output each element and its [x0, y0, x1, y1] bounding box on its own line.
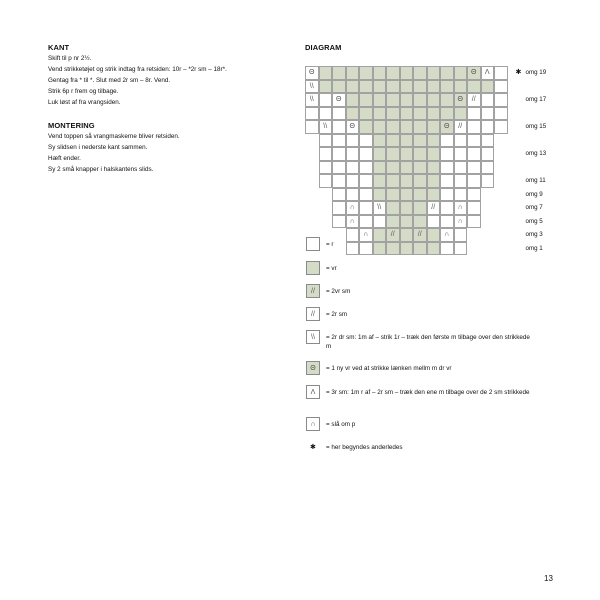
chart-cell: [373, 215, 387, 229]
legend-text: = her begyndes anderledes: [326, 444, 403, 451]
chart-cell: [454, 174, 468, 188]
chart-cell: [467, 215, 481, 229]
chart-cell: [319, 93, 333, 107]
chart-cell: [454, 93, 468, 107]
chart-cell: [440, 215, 454, 229]
montering-heading: MONTERING: [48, 121, 95, 130]
row-label: omg 11: [525, 177, 546, 184]
chart-cell: [413, 66, 427, 80]
chart-cell: [427, 161, 441, 175]
chart-cell: [359, 201, 373, 215]
chart-cell: [427, 201, 441, 215]
chart-cell: [481, 147, 495, 161]
legend-symbol: ∩: [310, 420, 316, 428]
chart-cell: [454, 201, 468, 215]
chart-symbol: //: [390, 231, 395, 239]
chart-cell: [427, 147, 441, 161]
chart-cell: [467, 174, 481, 188]
chart-cell: [400, 188, 414, 202]
kant-line: Luk løst af fra vrangsiden.: [48, 99, 121, 106]
chart-cell: [319, 161, 333, 175]
chart-cell: [413, 188, 427, 202]
chart-cell: [400, 93, 414, 107]
kant-line: Skift til p nr 2½.: [48, 55, 92, 62]
legend-swatch: [306, 417, 320, 431]
chart-symbol: Θ: [444, 123, 450, 131]
chart-cell: [467, 93, 481, 107]
chart-cell: [440, 93, 454, 107]
chart-symbol: \\: [309, 82, 314, 90]
chart-cell: [440, 66, 454, 80]
chart-cell: [373, 93, 387, 107]
chart-cell: [440, 174, 454, 188]
chart-cell: [413, 201, 427, 215]
chart-cell: [386, 201, 400, 215]
legend-text: = 1 ny vr ved at strikke lænken mellm m dr vr: [326, 365, 452, 372]
chart-cell: [359, 134, 373, 148]
chart-cell: [440, 80, 454, 94]
montering-line: Sy slidsen i nederste kant sammen.: [48, 144, 148, 151]
chart-cell: [386, 174, 400, 188]
chart-cell: [454, 107, 468, 121]
chart-symbol: \\: [309, 96, 314, 104]
chart-cell: [386, 161, 400, 175]
chart-cell: [386, 80, 400, 94]
chart-cell: [359, 161, 373, 175]
chart-cell: [481, 174, 495, 188]
chart-cell: [386, 134, 400, 148]
chart-cell: [373, 66, 387, 80]
row-label: omg 3: [525, 231, 543, 238]
chart-cell: [346, 120, 360, 134]
chart-cell: [319, 134, 333, 148]
montering-line: Sy 2 små knapper i halskantens slids.: [48, 166, 154, 173]
chart-cell: [359, 120, 373, 134]
chart-cell: [373, 120, 387, 134]
chart-symbol: //: [431, 204, 436, 212]
chart-cell: [332, 80, 346, 94]
legend-text: = r: [326, 241, 334, 248]
legend-star-icon: ✱: [310, 444, 316, 451]
chart-cell: [346, 107, 360, 121]
chart-cell: [359, 147, 373, 161]
chart-cell: [400, 134, 414, 148]
montering-line: Hæft ender.: [48, 155, 81, 162]
chart-cell: [494, 107, 508, 121]
legend-symbol: Λ: [310, 388, 316, 396]
chart-cell: [346, 201, 360, 215]
chart-cell: [440, 134, 454, 148]
chart-cell: [346, 80, 360, 94]
legend-symbol: //: [311, 310, 315, 318]
chart-cell: [440, 161, 454, 175]
chart-symbol: Θ: [309, 69, 315, 77]
chart-cell: [467, 188, 481, 202]
chart-cell: [359, 66, 373, 80]
legend-swatch: [306, 385, 320, 399]
chart-cell: [319, 147, 333, 161]
chart-cell: [467, 107, 481, 121]
chart-cell: [454, 66, 468, 80]
chart-cell: [400, 107, 414, 121]
chart-cell: [400, 215, 414, 229]
chart-cell: [440, 188, 454, 202]
legend-text: = vr: [326, 265, 337, 272]
chart-cell: [319, 174, 333, 188]
chart-cell: [386, 66, 400, 80]
chart-cell: [346, 188, 360, 202]
chart-cell: [413, 174, 427, 188]
chart-cell: [440, 120, 454, 134]
legend-symbol: Θ: [310, 364, 316, 372]
chart-symbol: //: [417, 231, 422, 239]
chart-cell: [386, 120, 400, 134]
legend-swatch: [306, 330, 320, 344]
chart-symbol: ∩: [457, 217, 463, 225]
chart-cell: [319, 107, 333, 121]
kant-line: Gentag fra * til *. Slut med 2r sm – 8r. Vend.: [48, 77, 171, 84]
chart-cell: [346, 161, 360, 175]
chart-cell: [400, 174, 414, 188]
chart-cell: [386, 147, 400, 161]
chart-cell: [413, 161, 427, 175]
chart-cell: [400, 80, 414, 94]
chart-symbol: //: [471, 96, 476, 104]
chart-cell: [427, 107, 441, 121]
chart-cell: [481, 134, 495, 148]
chart-cell: [467, 201, 481, 215]
legend-text: = 2r sm: [326, 311, 348, 318]
chart-cell: [346, 215, 360, 229]
chart-cell: [386, 93, 400, 107]
chart-cell: [454, 120, 468, 134]
kant-line: Vend strikketøjet og strik indtag fra retsiden: 10r – *2r sm – 18r*.: [48, 66, 227, 73]
chart-cell: [481, 120, 495, 134]
chart-cell: [427, 66, 441, 80]
chart-cell: [332, 66, 346, 80]
chart-cell: [319, 120, 333, 134]
chart-cell: [481, 107, 495, 121]
legend-text: = slå om p: [326, 421, 356, 428]
chart-symbol: Θ: [349, 123, 355, 131]
chart-cell: [427, 80, 441, 94]
chart-cell: [332, 107, 346, 121]
chart-cell: [440, 107, 454, 121]
chart-symbol: ∩: [363, 231, 369, 239]
chart-cell: [332, 93, 346, 107]
chart-cell: [427, 93, 441, 107]
chart-cell: [427, 134, 441, 148]
chart-cell: [359, 215, 373, 229]
legend-swatch: [306, 307, 320, 321]
chart-cell: [481, 80, 495, 94]
chart-cell: [440, 201, 454, 215]
chart-cell: [305, 66, 319, 80]
chart-cell: [305, 107, 319, 121]
legend-symbol: //: [311, 287, 315, 295]
diagram-heading: DIAGRAM: [305, 43, 342, 52]
chart-cell: [373, 188, 387, 202]
chart-cell: [467, 161, 481, 175]
chart-cell: [427, 120, 441, 134]
chart-symbol: Θ: [471, 69, 477, 77]
chart-symbol: ∩: [444, 231, 450, 239]
chart-cell: [400, 120, 414, 134]
chart-cell: [359, 188, 373, 202]
chart-cell: [386, 215, 400, 229]
row-label: omg 5: [525, 217, 543, 225]
chart-symbol: Λ: [484, 69, 490, 77]
chart-cell: [346, 93, 360, 107]
legend-symbol: \\: [311, 333, 315, 341]
chart-cell: [467, 80, 481, 94]
chart-cell: [494, 80, 508, 94]
chart-cell: [454, 215, 468, 229]
chart-cell: [332, 215, 346, 229]
chart-cell: [305, 93, 319, 107]
chart-cell: [346, 147, 360, 161]
chart-cell: [400, 161, 414, 175]
chart-symbol: //: [458, 123, 463, 131]
chart-symbol: ∩: [349, 204, 355, 212]
kant-heading: KANT: [48, 43, 70, 52]
chart-cell: [413, 80, 427, 94]
row-label: omg 17: [525, 96, 547, 103]
chart-cell: [346, 66, 360, 80]
row-label: omg 13: [525, 150, 547, 157]
chart-cell: [373, 161, 387, 175]
row-label: omg 7: [525, 204, 543, 211]
chart-cell: [373, 174, 387, 188]
chart-cell: [319, 80, 333, 94]
chart-cell: [346, 134, 360, 148]
row-label: omg 9: [525, 190, 543, 198]
chart-cell: [400, 201, 414, 215]
chart-symbol: ∩: [457, 204, 463, 212]
chart-cell: [467, 66, 481, 80]
chart-cell: [359, 93, 373, 107]
chart-cell: [359, 107, 373, 121]
legend-swatch: [306, 284, 320, 298]
chart-cell: [400, 66, 414, 80]
chart-cell: [481, 93, 495, 107]
row-marker-star: ✱: [515, 69, 522, 76]
chart-cell: [413, 107, 427, 121]
chart-cell: [332, 120, 346, 134]
chart-cell: [373, 80, 387, 94]
chart-cell: [427, 188, 441, 202]
row-label: omg 15: [525, 123, 547, 130]
montering-line: Vend toppen så vrangmaskerne bliver retsiden.: [48, 133, 180, 140]
chart-cell: [305, 120, 319, 134]
chart-cell: [305, 80, 319, 94]
chart-cell: [467, 134, 481, 148]
chart-cell: [494, 66, 508, 80]
chart-cell: [332, 134, 346, 148]
chart-cell: [332, 201, 346, 215]
chart-cell: [319, 66, 333, 80]
chart-cell: [427, 174, 441, 188]
chart-cell: [413, 134, 427, 148]
chart-symbol: ∩: [349, 217, 355, 225]
chart-symbol: \\: [377, 204, 382, 212]
chart-cell: [454, 134, 468, 148]
chart-cell: [373, 147, 387, 161]
kant-line: Strik 6p r frem og tilbage.: [48, 88, 119, 95]
chart-symbol: Θ: [457, 96, 463, 104]
chart-cell: [386, 107, 400, 121]
chart-cell: [373, 107, 387, 121]
chart-cell: [413, 93, 427, 107]
chart-cell: [373, 134, 387, 148]
chart-cell: [332, 161, 346, 175]
chart-cell: [454, 147, 468, 161]
chart-cell: [427, 215, 441, 229]
chart-cell: [359, 174, 373, 188]
chart-cell: [467, 120, 481, 134]
chart-cell: [481, 66, 495, 80]
page-number: 13: [544, 574, 553, 583]
chart-cell: [359, 80, 373, 94]
chart-cell: [332, 188, 346, 202]
legend-swatch: [306, 361, 320, 375]
row-label: omg 1: [525, 244, 543, 252]
legend-swatch: [306, 261, 320, 275]
chart-cell: [346, 174, 360, 188]
chart-symbol: Θ: [336, 96, 342, 104]
chart-cell: [413, 215, 427, 229]
legend-text: = 2vr sm: [326, 288, 351, 295]
chart-cell: [400, 147, 414, 161]
chart-cell: [481, 161, 495, 175]
legend-text: = 2r dr sm: 1m af – strik 1r – træk den første m tilbage over den strikkede m: [326, 334, 530, 350]
chart-cell: [454, 161, 468, 175]
chart-cell: [454, 80, 468, 94]
chart-cell: [386, 188, 400, 202]
chart-cell: [494, 120, 508, 134]
legend-text: = 3r sm: 1m r af – 2r sm – træk den ene m tilbage over de 2 sm strikkede: [326, 389, 530, 396]
chart-cell: [413, 120, 427, 134]
legend-swatch: [306, 237, 320, 251]
chart-cell: [332, 174, 346, 188]
chart-cell: [467, 147, 481, 161]
chart-cell: [440, 147, 454, 161]
chart-cell: [413, 147, 427, 161]
chart-symbol: \\: [323, 123, 328, 131]
chart-cell: [494, 93, 508, 107]
row-label: omg 19: [525, 69, 547, 76]
chart-cell: [454, 188, 468, 202]
chart-cell: [373, 201, 387, 215]
chart-cell: [332, 147, 346, 161]
